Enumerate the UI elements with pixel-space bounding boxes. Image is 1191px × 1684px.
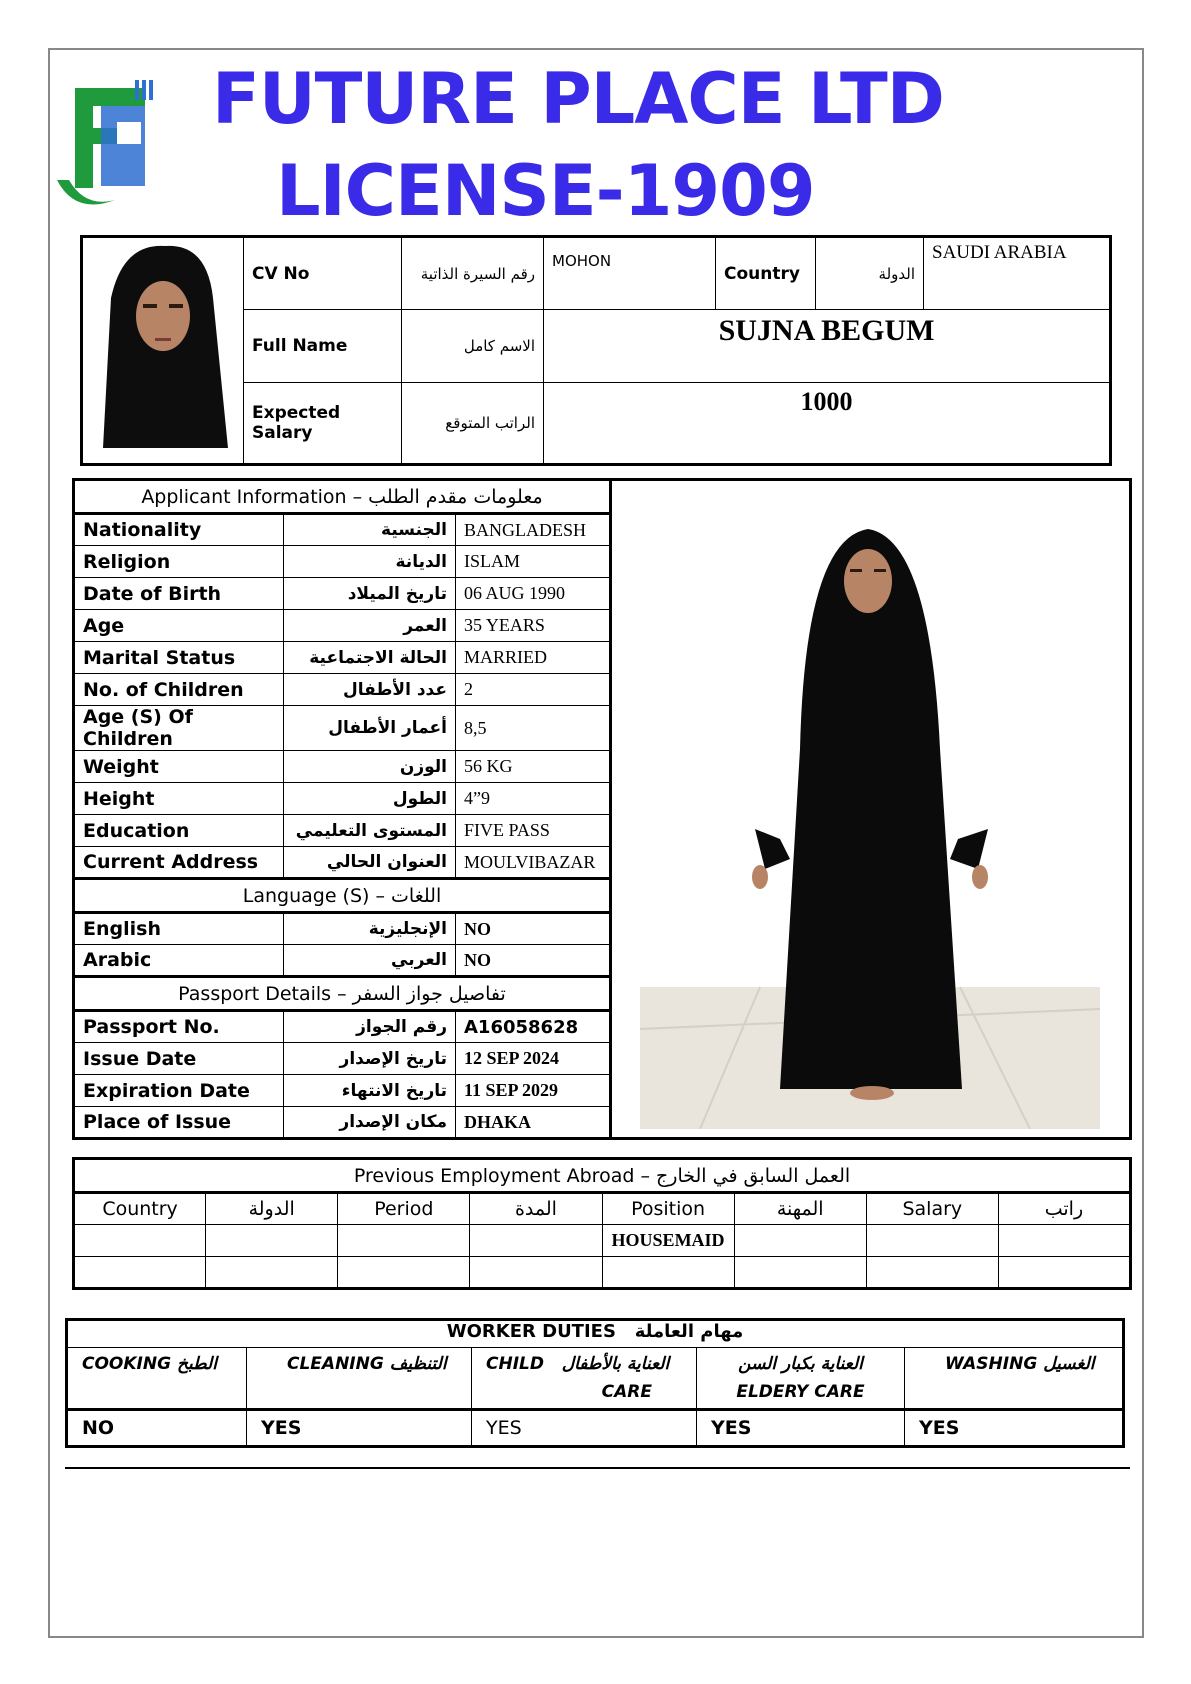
- applicant-value: ISLAM: [456, 546, 611, 578]
- applicant-row: [74, 514, 611, 546]
- employment-heading: Previous Employment Abroad – العمل السابق في الخارج: [74, 1159, 1131, 1193]
- duty-elder-label-ar: العناية بكبار السن: [738, 1354, 863, 1374]
- passport-value: 11 SEP 2029: [456, 1075, 611, 1107]
- applicant-label-ar: الحالة الاجتماعية: [284, 642, 456, 674]
- applicant-row: [74, 847, 611, 879]
- duties-heading-ar: مهام العاملة: [634, 1321, 744, 1342]
- applicant-label-ar: العنوان الحالي: [284, 847, 456, 879]
- passport-heading: Passport Details – تفاصيل جواز السفر: [74, 977, 611, 1011]
- applicant-row: [74, 578, 611, 610]
- duty-result-child-care: YES: [472, 1410, 697, 1447]
- applicant-value: 2: [456, 674, 611, 706]
- bottom-rule: [65, 1467, 1130, 1469]
- country-label-ar: الدولة: [816, 237, 924, 310]
- language-label: Arabic: [74, 945, 284, 977]
- language-row: [74, 945, 611, 977]
- expected-salary-label-ar: الراتب المتوقع: [402, 383, 544, 465]
- passport-label: Expiration Date: [74, 1075, 284, 1107]
- language-heading: Language (S) – اللغات: [74, 879, 611, 913]
- applicant-label-ar: عدد الأطفال: [284, 674, 456, 706]
- passport-label: Place of Issue: [74, 1107, 284, 1139]
- emp-cell: [602, 1257, 734, 1289]
- applicant-label-ar: الطول: [284, 783, 456, 815]
- applicant-label: Date of Birth: [74, 578, 284, 610]
- emp-cell: [998, 1225, 1130, 1257]
- applicant-value: 35 YEARS: [456, 610, 611, 642]
- full-photo-frame: [612, 478, 1132, 1140]
- applicant-label-ar: الديانة: [284, 546, 456, 578]
- emp-cell: [998, 1257, 1130, 1289]
- emp-cell: [470, 1225, 602, 1257]
- language-value: NO: [456, 945, 611, 977]
- passport-value: A16058628: [456, 1011, 611, 1043]
- applicant-row: [74, 674, 611, 706]
- language-value: NO: [456, 913, 611, 945]
- applicant-value: 06 AUG 1990: [456, 578, 611, 610]
- applicant-label: Religion: [74, 546, 284, 578]
- emp-cell: [866, 1225, 998, 1257]
- applicant-label-ar: العمر: [284, 610, 456, 642]
- applicant-label: Education: [74, 815, 284, 847]
- cv-value: MOHON: [544, 237, 716, 310]
- country-label: Country: [716, 237, 816, 310]
- applicant-label: Current Address: [74, 847, 284, 879]
- duty-result-washing: YES: [905, 1410, 1124, 1447]
- emp-cell: [866, 1257, 998, 1289]
- applicant-label: Weight: [74, 751, 284, 783]
- summary-table: [80, 235, 1112, 466]
- language-label-ar: العربي: [284, 945, 456, 977]
- emp-col-header: Country: [74, 1193, 206, 1225]
- full-name-value: SUJNA BEGUM: [544, 310, 1111, 383]
- emp-col-header: المدة: [470, 1193, 602, 1225]
- duties-heading-cell: [67, 1320, 1124, 1348]
- company-logo: [55, 80, 165, 215]
- duty-washing-label-ar: الغسيل: [1043, 1354, 1095, 1374]
- applicant-row: [74, 642, 611, 674]
- applicant-value: BANGLADESH: [456, 514, 611, 546]
- language-row: [74, 913, 611, 945]
- emp-col-header: الدولة: [206, 1193, 338, 1225]
- applicant-label: Nationality: [74, 514, 284, 546]
- duty-cooking-label: COOKING: [82, 1354, 172, 1374]
- applicant-value: MARRIED: [456, 642, 611, 674]
- emp-position-value: HOUSEMAID: [602, 1225, 734, 1257]
- emp-col-header: Position: [602, 1193, 734, 1225]
- applicant-info-heading: Applicant Information – معلومات مقدم الطلب: [74, 480, 611, 514]
- applicant-value: 8,5: [456, 706, 611, 751]
- duty-elder-label: ELDERY CARE: [736, 1382, 865, 1402]
- passport-row: [74, 1043, 611, 1075]
- license-title: LICENSE-1909: [276, 150, 815, 232]
- cv-label-ar: رقم السيرة الذاتية: [402, 237, 544, 310]
- passport-label: Passport No.: [74, 1011, 284, 1043]
- duty-washing: [905, 1348, 1124, 1410]
- full-body-photo: [640, 509, 1100, 1129]
- emp-cell: [206, 1257, 338, 1289]
- applicant-value: FIVE PASS: [456, 815, 611, 847]
- emp-cell: [338, 1257, 470, 1289]
- applicant-label-ar: تاريخ الميلاد: [284, 578, 456, 610]
- applicant-row: [74, 706, 611, 751]
- applicant-value: 56 KG: [456, 751, 611, 783]
- emp-cell: [74, 1225, 206, 1257]
- applicant-row: [74, 815, 611, 847]
- duties-heading: WORKER DUTIES: [446, 1321, 616, 1342]
- emp-cell: [338, 1225, 470, 1257]
- passport-label-ar: تاريخ الإصدار: [284, 1043, 456, 1075]
- duty-cleaning: [247, 1348, 472, 1410]
- worker-duties-table: [65, 1318, 1125, 1448]
- duty-cooking-label-ar: الطبخ: [176, 1354, 217, 1374]
- applicant-row: [74, 546, 611, 578]
- passport-value: 12 SEP 2024: [456, 1043, 611, 1075]
- portrait-photo-cell: [82, 237, 244, 465]
- applicant-row: [74, 610, 611, 642]
- passport-row: [74, 1107, 611, 1139]
- applicant-value: MOULVIBAZAR: [456, 847, 611, 879]
- duty-child-care-label: CARE: [601, 1382, 652, 1402]
- passport-value: DHAKA: [456, 1107, 611, 1139]
- emp-cell: [734, 1225, 866, 1257]
- previous-employment-table: [72, 1157, 1132, 1290]
- applicant-row: [74, 783, 611, 815]
- emp-col-header: المهنة: [734, 1193, 866, 1225]
- applicant-label: Marital Status: [74, 642, 284, 674]
- duty-cleaning-label: CLEANING: [287, 1354, 384, 1374]
- applicant-label: Height: [74, 783, 284, 815]
- cv-label: CV No: [244, 237, 402, 310]
- emp-cell: [206, 1225, 338, 1257]
- company-title: FUTURE PLACE LTD: [212, 58, 944, 140]
- passport-row: [74, 1075, 611, 1107]
- full-name-label: Full Name: [244, 310, 402, 383]
- emp-col-header: Period: [338, 1193, 470, 1225]
- portrait-photo: [83, 238, 243, 448]
- emp-cell: [470, 1257, 602, 1289]
- passport-row: [74, 1011, 611, 1043]
- passport-label-ar: رقم الجواز: [284, 1011, 456, 1043]
- language-label-ar: الإنجليزية: [284, 913, 456, 945]
- duty-result-cooking: NO: [67, 1410, 247, 1447]
- duty-washing-label: WASHING: [945, 1354, 1038, 1374]
- duty-child-care: [472, 1348, 697, 1410]
- emp-cell: [74, 1257, 206, 1289]
- duty-result-elder-care: YES: [697, 1410, 905, 1447]
- passport-label-ar: مكان الإصدار: [284, 1107, 456, 1139]
- applicant-label: No. of Children: [74, 674, 284, 706]
- applicant-row: [74, 751, 611, 783]
- passport-label-ar: تاريخ الانتهاء: [284, 1075, 456, 1107]
- emp-col-header: Salary: [866, 1193, 998, 1225]
- duty-result-cleaning: YES: [247, 1410, 472, 1447]
- applicant-label: Age (S) Of Children: [74, 706, 284, 751]
- full-name-label-ar: الاسم كامل: [402, 310, 544, 383]
- expected-salary-label: Expected Salary: [244, 383, 402, 465]
- emp-col-header: راتب: [998, 1193, 1130, 1225]
- emp-cell: [734, 1257, 866, 1289]
- applicant-label-ar: أعمار الأطفال: [284, 706, 456, 751]
- expected-salary-value: 1000: [544, 383, 1111, 465]
- country-value: SAUDI ARABIA: [924, 237, 1111, 310]
- applicant-label-ar: الوزن: [284, 751, 456, 783]
- duty-elder-care: [697, 1348, 905, 1410]
- applicant-value: 4”9: [456, 783, 611, 815]
- applicant-label: Age: [74, 610, 284, 642]
- language-label: English: [74, 913, 284, 945]
- duty-cooking: [67, 1348, 247, 1410]
- applicant-label-ar: الجنسية: [284, 514, 456, 546]
- applicant-label-ar: المستوى التعليمي: [284, 815, 456, 847]
- duty-child-label-ar: العناية بالأطفال: [561, 1354, 670, 1374]
- duty-cleaning-label-ar: التنظيف: [389, 1354, 447, 1374]
- applicant-info-table: [72, 478, 612, 1140]
- duty-child-label: CHILD: [486, 1354, 544, 1374]
- passport-label: Issue Date: [74, 1043, 284, 1075]
